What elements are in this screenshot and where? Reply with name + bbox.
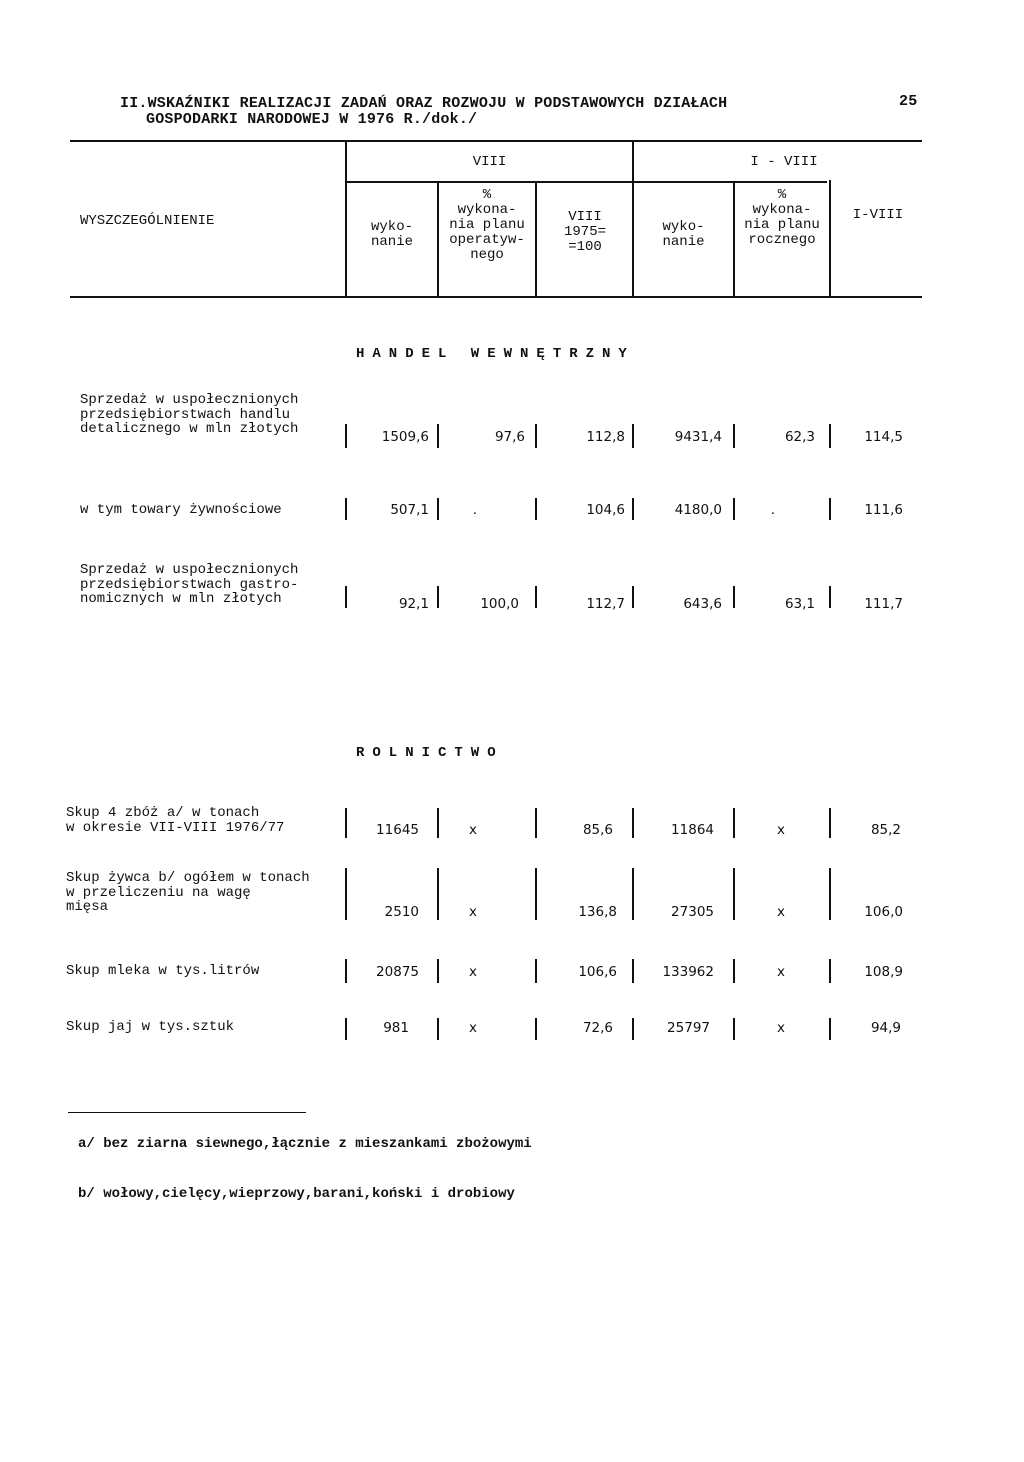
cell-value: 981 bbox=[383, 1020, 409, 1036]
cell-value: . bbox=[472, 502, 477, 518]
cell-value: 507,1 bbox=[390, 502, 429, 518]
column-group-i-viii: I - VIII bbox=[750, 154, 818, 170]
cell-value: 72,6 bbox=[582, 1020, 613, 1036]
column-header-item: WYSZCZEGÓLNIENIE bbox=[80, 213, 215, 229]
column-header-viii-1975: VIII 1975= =100 bbox=[563, 209, 606, 255]
cell-value: x bbox=[469, 822, 477, 838]
cell-value: 63,1 bbox=[784, 596, 815, 612]
row-label: Skup 4 zbóż a/ w tonach w okresie VII-VIII 1976/77 bbox=[66, 805, 285, 836]
row-label: Skup mleka w tys.litrów bbox=[66, 963, 260, 979]
cell-value: 100,0 bbox=[480, 596, 519, 612]
cell-value: x bbox=[777, 964, 785, 980]
cell-value: 643,6 bbox=[683, 596, 722, 612]
cell-value: 94,9 bbox=[870, 1020, 901, 1036]
cell-value: x bbox=[469, 904, 477, 920]
cell-value: 85,6 bbox=[582, 822, 613, 838]
cell-value: x bbox=[777, 1020, 785, 1036]
header-bottom-rule bbox=[70, 296, 922, 298]
cell-value: 104,6 bbox=[586, 502, 625, 518]
cell-value: 106,6 bbox=[578, 964, 617, 980]
cell-value: 27305 bbox=[671, 904, 714, 920]
cell-value: 92,1 bbox=[398, 596, 429, 612]
cell-value: 97,6 bbox=[494, 429, 525, 445]
cell-value: 9431,4 bbox=[674, 429, 722, 445]
column-header-pct-annual-plan: % wykona- nia planu rocznego bbox=[744, 187, 820, 248]
cell-value: 1509,6 bbox=[381, 429, 429, 445]
section-title-rolnictwo: ROLNICTWO bbox=[356, 745, 504, 761]
cell-value: x bbox=[777, 904, 785, 920]
cell-value: 11864 bbox=[671, 822, 714, 838]
cell-value: 111,7 bbox=[864, 596, 903, 612]
cell-value: 11645 bbox=[376, 822, 419, 838]
footnote-rule bbox=[68, 1112, 306, 1113]
cell-value: 85,2 bbox=[870, 822, 901, 838]
column-group-viii: VIII bbox=[472, 154, 507, 170]
cell-value: 133962 bbox=[662, 964, 714, 980]
header-group-rule bbox=[347, 181, 827, 183]
row-label: Skup jaj w tys.sztuk bbox=[66, 1019, 235, 1035]
column-header-wykonanie-i-viii: wyko- nanie bbox=[662, 219, 705, 250]
cell-value: 2510 bbox=[384, 904, 419, 920]
cell-value: 114,5 bbox=[864, 429, 903, 445]
cell-value: . bbox=[770, 502, 775, 518]
footnote-a: a/ bez ziarna siewnego,łącznie z mieszankami zbożowymi bbox=[78, 1136, 532, 1152]
cell-value: x bbox=[469, 1020, 477, 1036]
column-header-pct-operative-plan: % wykona- nia planu operatyw- nego bbox=[449, 187, 525, 263]
cell-value: 20875 bbox=[376, 964, 419, 980]
table-title-line1: II.WSKAŹNIKI REALIZACJI ZADAŃ ORAZ ROZWOJU W PODSTAWOWYCH DZIAŁACH bbox=[120, 95, 728, 112]
cell-value: 106,0 bbox=[864, 904, 903, 920]
header-top-rule bbox=[70, 140, 922, 142]
cell-value: 62,3 bbox=[784, 429, 815, 445]
cell-value: 136,8 bbox=[578, 904, 617, 920]
cell-value: x bbox=[777, 822, 785, 838]
column-header-wykonanie-viii: wyko- nanie bbox=[370, 219, 413, 250]
cell-value: 112,7 bbox=[586, 596, 625, 612]
table-title-line2: GOSPODARKI NARODOWEJ W 1976 R./dok./ bbox=[146, 111, 478, 128]
row-label: Skup żywca b/ ogółem w tonach w przeliczeniu na wagę mięsa bbox=[66, 870, 310, 915]
cell-value: 108,9 bbox=[864, 964, 903, 980]
row-label: w tym towary żywnościowe bbox=[80, 502, 282, 518]
cell-value: 25797 bbox=[667, 1020, 710, 1036]
cell-value: 4180,0 bbox=[674, 502, 722, 518]
row-label: Sprzedaż w uspołecznionych przedsiębiorstwach gastro- nomicznych w mln złotych bbox=[80, 562, 299, 607]
cell-value: x bbox=[469, 964, 477, 980]
page-number: 25 bbox=[899, 93, 918, 110]
cell-value: 111,6 bbox=[864, 502, 903, 518]
cell-value: 112,8 bbox=[586, 429, 625, 445]
section-title-handel: HANDEL WEWNĘTRZNY bbox=[356, 346, 635, 362]
header-divider bbox=[829, 180, 831, 296]
row-label: Sprzedaż w uspołecznionych przedsiębiorstwach handlu detalicznego w mln złotych bbox=[80, 392, 299, 437]
footnote-b: b/ wołowy,cielęcy,wieprzowy,barani,koński i drobiowy bbox=[78, 1186, 515, 1202]
column-header-i-viii: I-VIII bbox=[852, 207, 904, 223]
